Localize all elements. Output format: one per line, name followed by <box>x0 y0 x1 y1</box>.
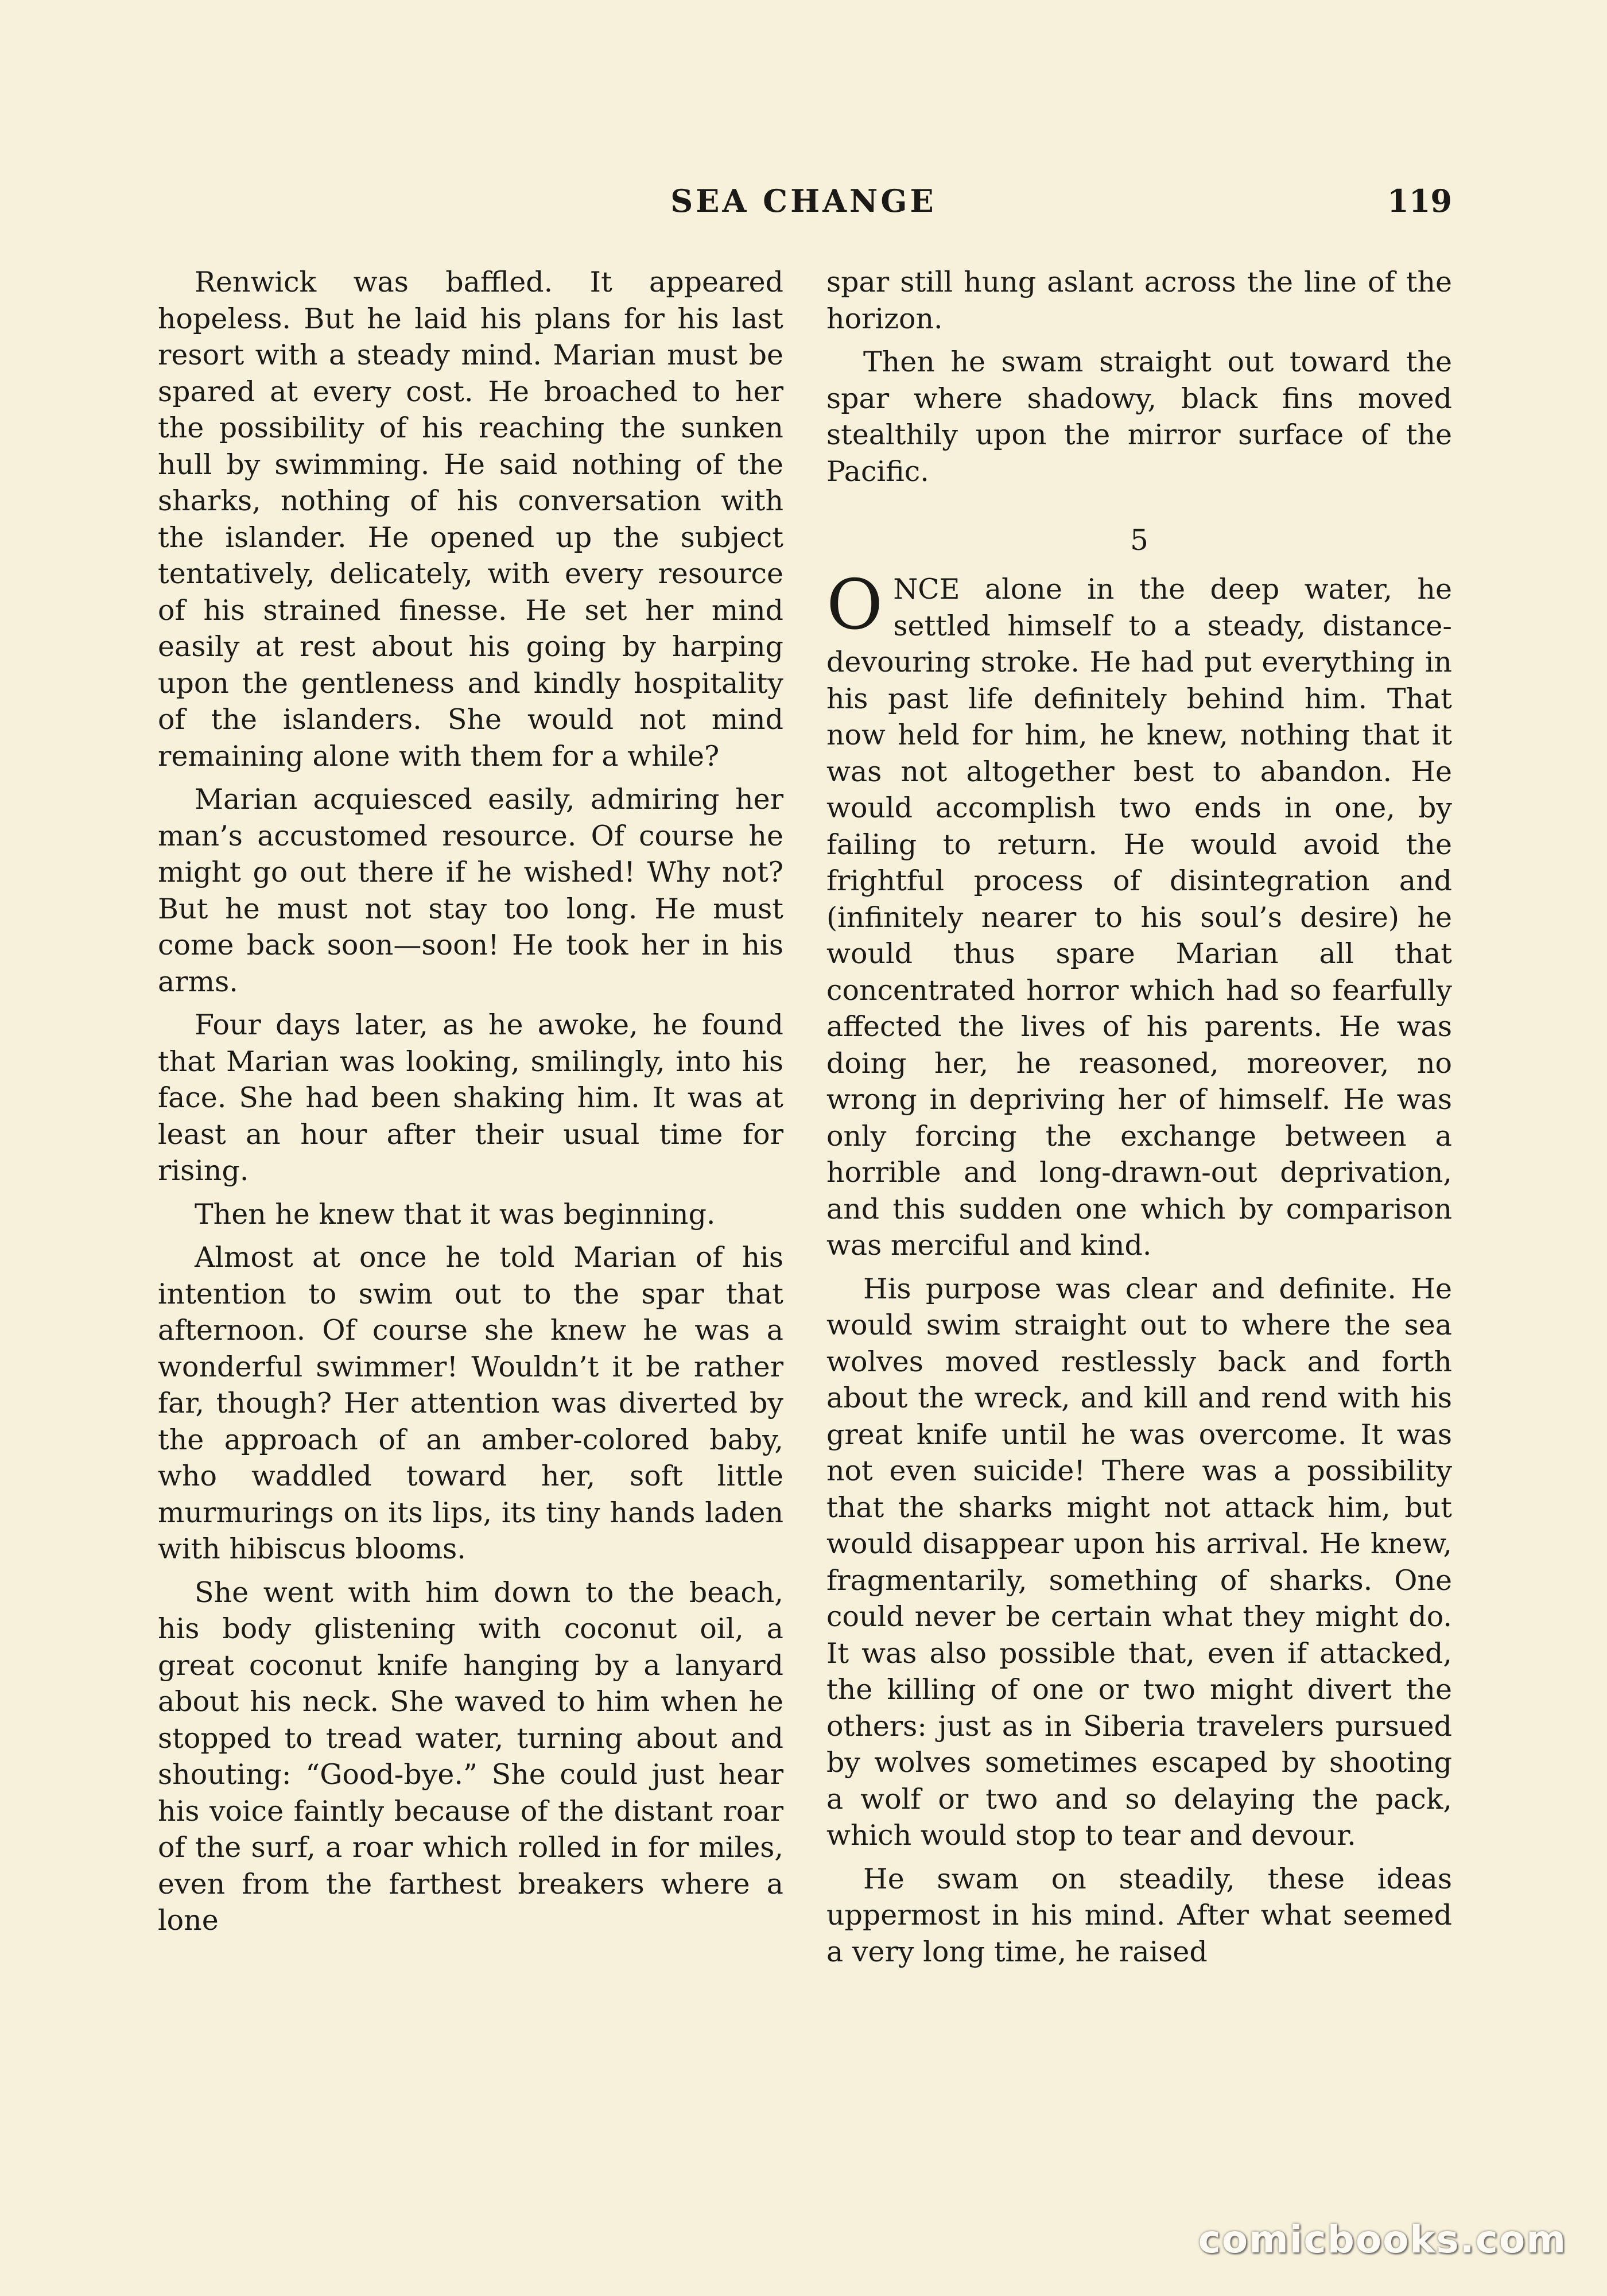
paragraph: Then he swam straight out toward the spar where shadowy, black fins moved stealthily upon the mirror surface of the Pacific. <box>826 346 1452 488</box>
page-header <box>155 183 1452 217</box>
paragraph: Almost at once he told Marian of his intention to swim out to the spar that afternoon. Of course she knew he was a wonderful swimmer! Wouldn’t it be rather far, though? Her attention was diverted by the approach of an amber-colored baby, who waddled toward her, soft little murmurings on its lips, its tiny hands laden with hibiscus blooms. <box>158 1241 783 1565</box>
page-number: 119 <box>1387 183 1452 219</box>
section-number: 5 <box>1130 523 1148 557</box>
opening-paragraph-text: NCE alone in the deep water, he settled himself to a steady, distance-devouring stroke. He had put everything in his past life definitely behind him. That now held for him, he knew, nothing that it was not altogether best to abandon. He would accomplish two ends in one, by failing to return. He would avoid the frightful process of disintegration and (infinitely nearer to his soul’s desire) he would thus spare Marian all that concentrated horror which had so fearfully affected the lives of his parents. He was doing her, he reasoned, moreover, no wrong in depriving her of himself. He was only forcing the exchange between a horrible and long-drawn-out deprivation, and this sudden one which by comparison was merciful and kind. <box>826 573 1452 1262</box>
opening-paragraph <box>826 565 1452 1264</box>
right-column <box>826 264 1452 1977</box>
paragraph: Four days later, as he awoke, he found that Marian was looking, smilingly, into his face. She had been shaking him. It was at least an hour after their usual time for rising. <box>158 1009 783 1187</box>
paragraph: Renwick was baffled. It appeared hopeless. But he laid his plans for his last resort with a steady mind. Marian must be spared at every cost. He broached to her the possibility of his reaching the sunken hull by swimming. He said nothing of the sharks, nothing of his conversation with the islander. He opened up the subject tentatively, delicately, with every resource of his strained finesse. He set her mind easily at rest about his going by harping upon the gentleness and kindly hospitality of the islanders. She would not mind remaining alone with them for a while? <box>158 266 783 773</box>
paragraph: His purpose was clear and definite. He would swim straight out to where the sea wolves moved restlessly back and forth about the wreck, and kill and rend with his great knife until he was overcome. It was not even suicide! There was a possibility that the sharks might not attack him, but would disappear upon his arrival. He knew, fragmentarily, something of sharks. One could never be certain what they might do. It was also possible that, even if attacked, the killing of one or two might divert the others: just as in Siberia travelers pursued by wolves sometimes escaped by shooting a wolf or two and so delaying the pack, which would stop to tear and devour. <box>826 1272 1452 1852</box>
continued-paragraph: spar still hung aslant across the line of the horizon. <box>826 266 1452 335</box>
drop-cap: O <box>826 565 883 645</box>
watermark: comicbooks.com <box>1198 2217 1567 2262</box>
paragraph: She went with him down to the beach, his body glistening with coconut oil, a great coconut knife hanging by a lanyard about his neck. She waved to him when he stopped to tread water, turning about and shouting: “Good-bye.” She could just hear his voice faintly because of the distant roar of the surf, a roar which rolled in for miles, even from the farthest breakers where a lone <box>158 1576 783 1937</box>
running-title: SEA CHANGE <box>670 183 937 219</box>
left-column <box>158 264 783 1946</box>
paragraph: Marian acquiesced easily, admiring her man’s accustomed resource. Of course he might go out there if he wished! Why not? But he must not stay too long. He must come back soon—soon! He took her in his arms. <box>158 783 783 998</box>
paragraph: He swam on steadily, these ideas uppermost in his mind. After what seemed a very long time, he raised <box>826 1862 1452 1968</box>
paragraph: Then he knew that it was beginning. <box>195 1197 716 1231</box>
